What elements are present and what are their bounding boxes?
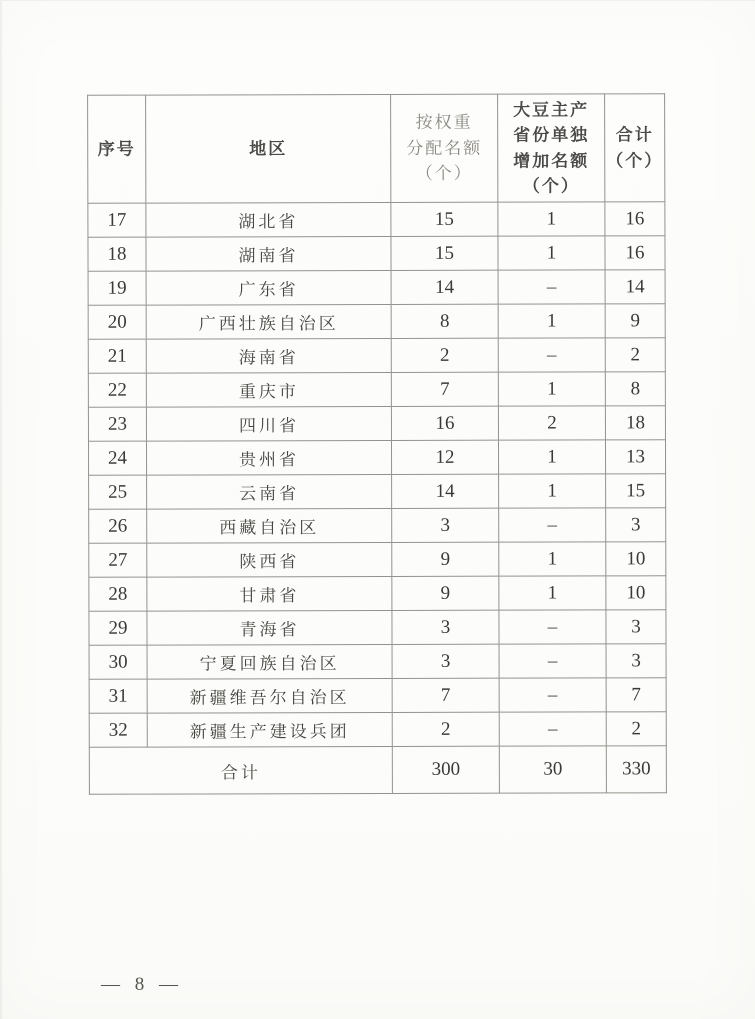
column-header-region: 地区: [146, 94, 391, 203]
cell-serial-no: 20: [88, 305, 146, 339]
cell-total: 3: [606, 508, 666, 542]
cell-serial-no: 27: [89, 543, 147, 577]
cell-region: 西藏自治区: [147, 508, 392, 543]
cell-weight-quota: 9: [392, 576, 499, 610]
column-header-weight-quota: 按权重 分配名额 （个）: [391, 94, 498, 202]
table-row: [88, 440, 665, 476]
cell-region: 广西壮族自治区: [146, 304, 391, 339]
cell-extra-quota: 2: [498, 406, 605, 440]
cell-serial-no: 29: [89, 611, 147, 645]
cell-weight-quota: 15: [391, 202, 498, 236]
table-row: [88, 338, 665, 374]
cell-region: 宁夏回族自治区: [147, 644, 392, 679]
cell-weight-quota: 7: [392, 678, 499, 712]
total-row: [89, 746, 666, 795]
cell-serial-no: 30: [89, 645, 147, 679]
cell-region: 贵州省: [146, 440, 391, 475]
cell-weight-quota: 14: [392, 474, 499, 508]
cell-extra-quota: –: [499, 712, 606, 746]
cell-extra-quota: –: [499, 508, 606, 542]
cell-region: 广东省: [146, 270, 391, 305]
cell-weight-quota: 14: [391, 270, 498, 304]
total-row-label: 合计: [89, 746, 392, 794]
cell-serial-no: 23: [88, 407, 146, 441]
cell-total: 18: [605, 406, 665, 440]
cell-total: 16: [605, 236, 665, 270]
total-grand-total: 330: [606, 746, 666, 793]
cell-serial-no: 25: [89, 475, 147, 509]
cell-total: 16: [605, 202, 665, 236]
cell-extra-quota: 1: [498, 372, 605, 406]
cell-region: 湖北省: [146, 202, 391, 237]
cell-serial-no: 32: [89, 713, 147, 747]
table-row: [89, 508, 666, 544]
cell-extra-quota: –: [499, 644, 606, 678]
table-row: [89, 474, 666, 510]
cell-serial-no: 21: [88, 339, 146, 373]
table-row: [88, 270, 665, 306]
table-row: [88, 304, 665, 340]
cell-extra-quota: –: [499, 678, 606, 712]
cell-weight-quota: 3: [392, 508, 499, 542]
cell-extra-quota: 1: [498, 202, 605, 236]
table-row: [88, 202, 665, 238]
cell-region: 海南省: [146, 338, 391, 373]
table-row: [89, 712, 666, 748]
cell-weight-quota: 2: [391, 338, 498, 372]
cell-extra-quota: 1: [499, 474, 606, 508]
table-row: [89, 542, 666, 578]
column-header-total: 合计 （个）: [605, 94, 665, 202]
cell-total: 13: [605, 440, 665, 474]
cell-weight-quota: 8: [391, 304, 498, 338]
cell-region: 新疆生产建设兵团: [147, 712, 392, 747]
cell-weight-quota: 9: [392, 542, 499, 576]
cell-weight-quota: 16: [391, 406, 498, 440]
cell-total: 7: [606, 678, 666, 712]
cell-extra-quota: 1: [499, 542, 606, 576]
cell-total: 10: [606, 542, 666, 576]
cell-extra-quota: –: [499, 610, 606, 644]
cell-weight-quota: 12: [391, 440, 498, 474]
table-body: [88, 202, 666, 748]
cell-serial-no: 17: [88, 203, 146, 237]
table-row: [88, 236, 665, 272]
cell-extra-quota: 1: [498, 440, 605, 474]
table-row: [88, 372, 665, 408]
page-number: — 8 —: [101, 974, 183, 995]
quota-allocation-table: [87, 93, 667, 795]
cell-serial-no: 26: [89, 509, 147, 543]
cell-region: 重庆市: [146, 372, 391, 407]
cell-extra-quota: 1: [499, 576, 606, 610]
cell-region: 甘肃省: [147, 576, 392, 611]
cell-total: 3: [606, 644, 666, 678]
cell-total: 10: [606, 576, 666, 610]
table-row: [89, 644, 666, 680]
cell-serial-no: 22: [88, 373, 146, 407]
cell-weight-quota: 3: [392, 644, 499, 678]
cell-serial-no: 19: [88, 271, 146, 305]
cell-total: 8: [605, 372, 665, 406]
table-row: [88, 406, 665, 442]
cell-serial-no: 28: [89, 577, 147, 611]
total-weight-quota: 300: [392, 746, 499, 793]
cell-extra-quota: 1: [498, 304, 605, 338]
column-header-soybean-extra-quota: 大豆主产 省份单独 增加名额 （个）: [498, 94, 605, 202]
cell-total: 3: [606, 610, 666, 644]
table-header: [88, 94, 665, 204]
cell-region: 湖南省: [146, 236, 391, 271]
cell-region: 四川省: [146, 406, 391, 441]
cell-serial-no: 18: [88, 237, 146, 271]
cell-region: 新疆维吾尔自治区: [147, 678, 392, 713]
cell-total: 9: [605, 304, 665, 338]
header-row: [88, 94, 665, 204]
cell-extra-quota: –: [498, 270, 605, 304]
cell-serial-no: 31: [89, 679, 147, 713]
cell-weight-quota: 7: [391, 372, 498, 406]
cell-weight-quota: 2: [392, 712, 499, 746]
cell-serial-no: 24: [88, 441, 146, 475]
cell-region: 云南省: [147, 474, 392, 509]
total-extra-quota: 30: [499, 746, 606, 793]
cell-total: 15: [606, 474, 666, 508]
cell-total: 14: [605, 270, 665, 304]
cell-region: 青海省: [147, 610, 392, 645]
table-row: [89, 576, 666, 612]
table-footer: [89, 746, 666, 795]
table-row: [89, 678, 666, 714]
cell-total: 2: [606, 712, 666, 746]
table-row: [89, 610, 666, 646]
cell-weight-quota: 3: [392, 610, 499, 644]
cell-extra-quota: –: [498, 338, 605, 372]
column-header-serial-no: 序号: [88, 95, 146, 203]
cell-weight-quota: 15: [391, 236, 498, 270]
cell-region: 陕西省: [147, 542, 392, 577]
cell-extra-quota: 1: [498, 236, 605, 270]
cell-total: 2: [605, 338, 665, 372]
